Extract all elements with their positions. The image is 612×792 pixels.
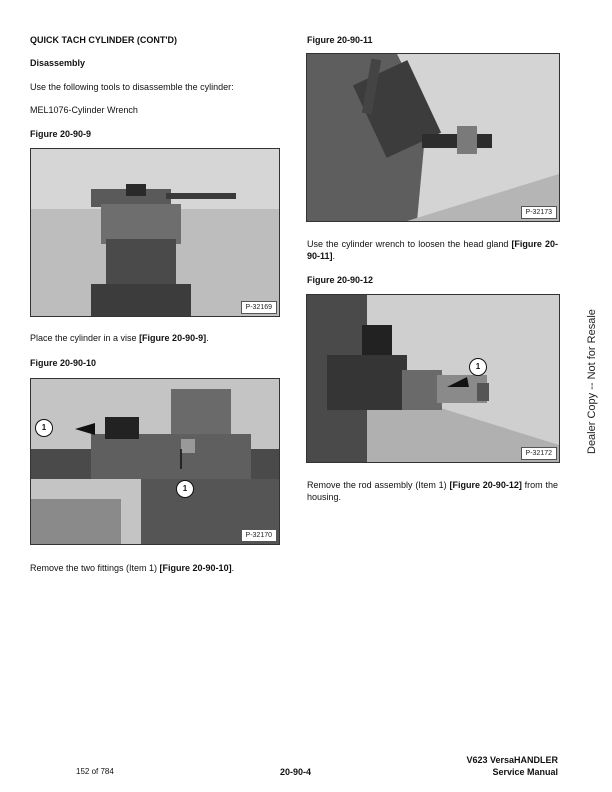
footer-page-number: 20-90-4: [280, 767, 312, 777]
figure-10-code: P-32170: [241, 529, 277, 542]
figure-11-code: P-32173: [521, 206, 557, 219]
footer-manual-title: V623 VersaHANDLER: [466, 755, 558, 765]
section-title: QUICK TACH CYLINDER (CONT'D): [30, 35, 177, 45]
figure-11-photo: [306, 53, 560, 222]
cylinder-fittings-illustration: [31, 379, 279, 544]
footer-manual-type: Service Manual: [492, 767, 558, 777]
figure-10-photo: [30, 378, 280, 545]
step-vise-text: Place the cylinder in a vise [Figure 20-90-9].: [30, 333, 209, 343]
figure-12-photo: [306, 294, 560, 463]
figure-10-caption: Figure 20-90-10: [30, 358, 97, 368]
figure-10-ref[interactable]: [Figure 20-90-10]: [159, 563, 232, 573]
step-rod-text: Remove the rod assembly (Item 1) [Figure 20-90-12] from the housing.: [307, 480, 558, 502]
step-fittings-text: Remove the two fittings (Item 1) [Figure 20-90-10].: [30, 563, 235, 573]
figure-9-caption: Figure 20-90-9: [30, 129, 92, 139]
figure-12-ref[interactable]: [Figure 20-90-12]: [449, 480, 522, 490]
subheading-disassembly: Disassembly: [30, 58, 86, 68]
rod-assembly-illustration: [307, 295, 559, 462]
tool-name: MEL1076-Cylinder Wrench: [30, 105, 138, 115]
figure-11-ref[interactable]: [Figure 20-90-11]: [307, 239, 558, 261]
footer-page-count: 152 of 784: [76, 767, 114, 776]
figure-12-callout-rod: 1: [469, 358, 487, 376]
figure-9-code: P-32169: [241, 301, 277, 314]
cylinder-wrench-illustration: [307, 54, 559, 221]
figure-10-callout-fitting-left: 1: [35, 419, 53, 437]
figure-11-caption: Figure 20-90-11: [307, 35, 373, 45]
step-wrench-text: Use the cylinder wrench to loosen the head gland [Figure 20-90-11].: [307, 239, 558, 261]
figure-12-caption: Figure 20-90-12: [307, 275, 374, 285]
figure-9-ref[interactable]: [Figure 20-90-9]: [139, 333, 207, 343]
dealer-copy-watermark: Dealer Copy -- Not for Resale: [586, 309, 598, 454]
figure-9-photo: [30, 148, 280, 317]
figure-12-code: P-32172: [521, 447, 557, 460]
intro-text: Use the following tools to disassemble the cylinder:: [30, 82, 234, 92]
figure-10-callout-fitting-right: 1: [176, 480, 194, 498]
cylinder-in-vise-illustration: [31, 149, 279, 316]
